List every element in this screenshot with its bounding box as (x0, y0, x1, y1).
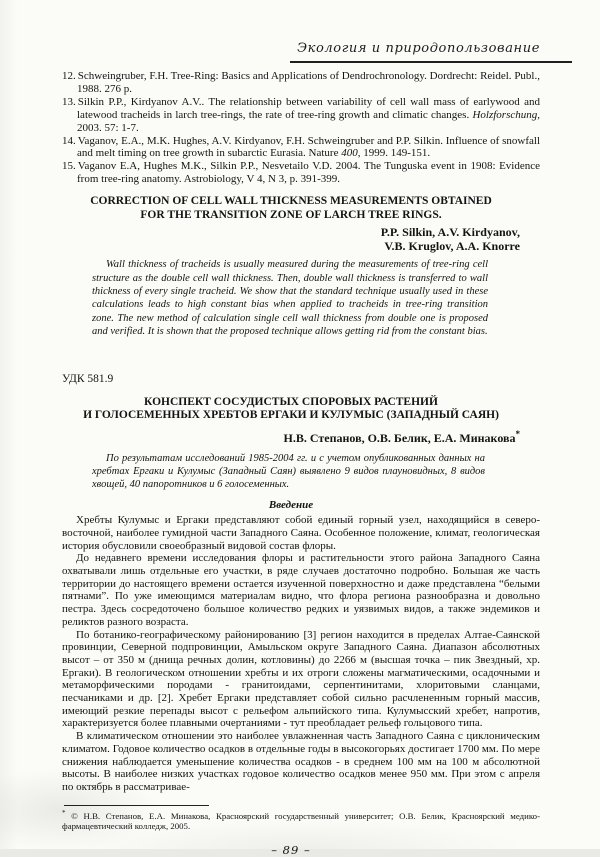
article2-authors-text: Н.В. Степанов, О.В. Белик, Е.А. Минакова (283, 430, 516, 445)
reference-number: 14. (62, 134, 76, 147)
header-rule (290, 61, 572, 63)
article2-body (62, 514, 540, 793)
reference-item (62, 96, 540, 135)
reference-text: Vaganov, E.A., M.K. Hughes, A.V. Kirdyanov, F.H. Schweingruber and P.P. Silkin. Influence of snowfall and melt timing on tree growth in subarctic Eurasia. Nature (77, 134, 540, 160)
article1-title-line1: CORRECTION OF CELL WALL THICKNESS MEASUREMENTS OBTAINED (90, 195, 492, 208)
reference-item (62, 70, 540, 96)
article1-authors (62, 225, 520, 253)
reference-text-tail: , 2003. 57: 1-7. (77, 108, 540, 134)
reference-text: Schweingruber, F.H. Tree-Ring: Basics and Applications of Dendrochronology. Dordrecht: Reidel. Publ., 1988. 276 p. (77, 70, 540, 95)
page-number: – 89 – (271, 843, 311, 857)
reference-number: 12. (62, 70, 76, 82)
reference-number: 13. (62, 95, 76, 108)
footnote-rule (64, 805, 209, 806)
reference-text: Silkin P.P., Kirdyanov A.V.. The relationship between variability of cell wall mass of earlywood and latewood tracheids in larch tree-rings, the rate of tree-ring growth and climatic changes. (77, 95, 540, 121)
reference-italic: Holzforschung (472, 108, 538, 121)
reference-item (62, 160, 540, 186)
reference-list (62, 70, 540, 186)
section-heading-introduction: Введение (268, 499, 314, 512)
body-paragraph: Хребты Кулумыс и Ергаки представляют собой единый горный узел, находящийся в северо-восточной, наиболее гумидной части Западного Саяна. Особенное положение, климат, геологическая история обусловили своеобразный видовой состав флоры. (62, 514, 540, 552)
author-footnote-marker: * (515, 428, 520, 439)
body-paragraph: По ботанико-географическому районированию [3] регион находится в пределах Алтае-Саянской провинции, Северной подпровинции, Амыльском округе Западного Саяна. Диапазон абсолютных высот – от 350 м (днища речных долин, котловины) до 2266 м (высшая точка – пик Звездный, хр. Ергаки). В геологическом отношении хребты и их отроги сложены магматическими, осадочными и метаморфическими породами - гранитоидами, серпентинитами, хлоритовыми сланцами, песчаниками и др. [2]. Хребет Ергаки представляет собой сильно расчлененным горный массив, имеющий резкие перепады высот с рельефом альпийского типа. Кулумысский хребет, напротив, характеризуется более плавными очертаниями - тут преобладает рельеф гольцового типа. (62, 628, 540, 730)
article2-abstract: По результатам исследований 1985-2004 гг. и с учетом опубликованных данных на хребтах Ергаки и Кулумыс (Западный Саян) выявлено 9 видов плауновидных, 8 видов хвощей, 40 папоротников и 6 голосеменных. (92, 452, 485, 490)
reference-italic: 400 (341, 147, 358, 160)
article2-title (62, 396, 520, 423)
article2-title-line1: КОНСПЕКТ СОСУДИСТЫХ СПОРОВЫХ РАСТЕНИЙ (144, 395, 438, 408)
journal-header: Экология и природопользование (297, 41, 540, 56)
udk-code: УДК 581.9 (62, 372, 114, 385)
reference-item (62, 135, 540, 161)
body-paragraph: В климатическом отношении это наиболее увлажненная часть Западного Саяна с циклоническим климатом. Годовое количество осадков в отдельные годы в высокогорьях достигает 1700 мм. По мере снижения наблюдается уменьшение количества осадков - в среднем 100 мм на 100 м абсолютной высоты. В наиболее низких участках годовое количество осадков менее 950 мм. При этом с апреля по октябрь в рассматривае- (62, 730, 540, 793)
article2-title-line2: И ГОЛОСЕМЕННЫХ ХРЕБТОВ ЕРГАКИ И КУЛУМЫС (ЗАПАДНЫЙ САЯН) (83, 409, 499, 422)
article2-authors (62, 427, 520, 445)
reference-text: Vaganov E.A, Hughes M.K., Silkin P.P., Nesvetailo V.D. 2004. The Tunguska event in 1908: Evidence from tree-ring anatomy. Astrobiology, V 4, N 3, p. 391-399. (77, 160, 540, 186)
body-paragraph: До недавнего времени исследования флоры и растительности этого района Западного Саяна охватывали лишь отдельные его участки, в ряде случаев достаточно подробно. Большая же часть территории до настоящего времени остается изученной поверхностно и даже представлена “белыми пятнами”. По уже имеющимся материалам видно, что флора региона разнообразна и довольно пестра. Здесь сосредоточено большое количество редких и уязвимых видов, а также эндемиков и реликтов разного возраста. (62, 552, 540, 628)
article1-title (62, 195, 520, 222)
footnote-text: © Н.В. Степанов, Е.А. Минакова, Красноярский государственный университет; О.В. Белик, Красноярский медико-фармацевтический колледж, 2005. (62, 810, 540, 832)
footnote (62, 808, 540, 833)
reference-number: 15. (62, 160, 76, 173)
article1-authors-line1: P.P. Silkin, A.V. Kirdyanov, (380, 225, 520, 240)
article1-title-line2: FOR THE TRANSITION ZONE OF LARCH TREE RINGS. (140, 208, 442, 221)
article1-abstract: Wall thickness of tracheids is usually measured during the measurements of tree-ring cell structure as the double cell wall thickness. Then, double wall thickness is transferred to wall thickness of every single tracheid. We show that the standard technique usually used in these calculations leads to high constant bias when applied to tracheids in tree-ring transition zone. The new method of calculation single cell wall thickness from double one is proposed and verified. It is shown that the proposed technique allows getting rid from the constant bias. (92, 259, 488, 338)
footnote-marker: * (62, 808, 66, 817)
article1-authors-line2: V.B. Kruglov, A.A. Knorre (384, 239, 520, 254)
reference-text-tail: , 1999. 149-151. (357, 147, 431, 160)
